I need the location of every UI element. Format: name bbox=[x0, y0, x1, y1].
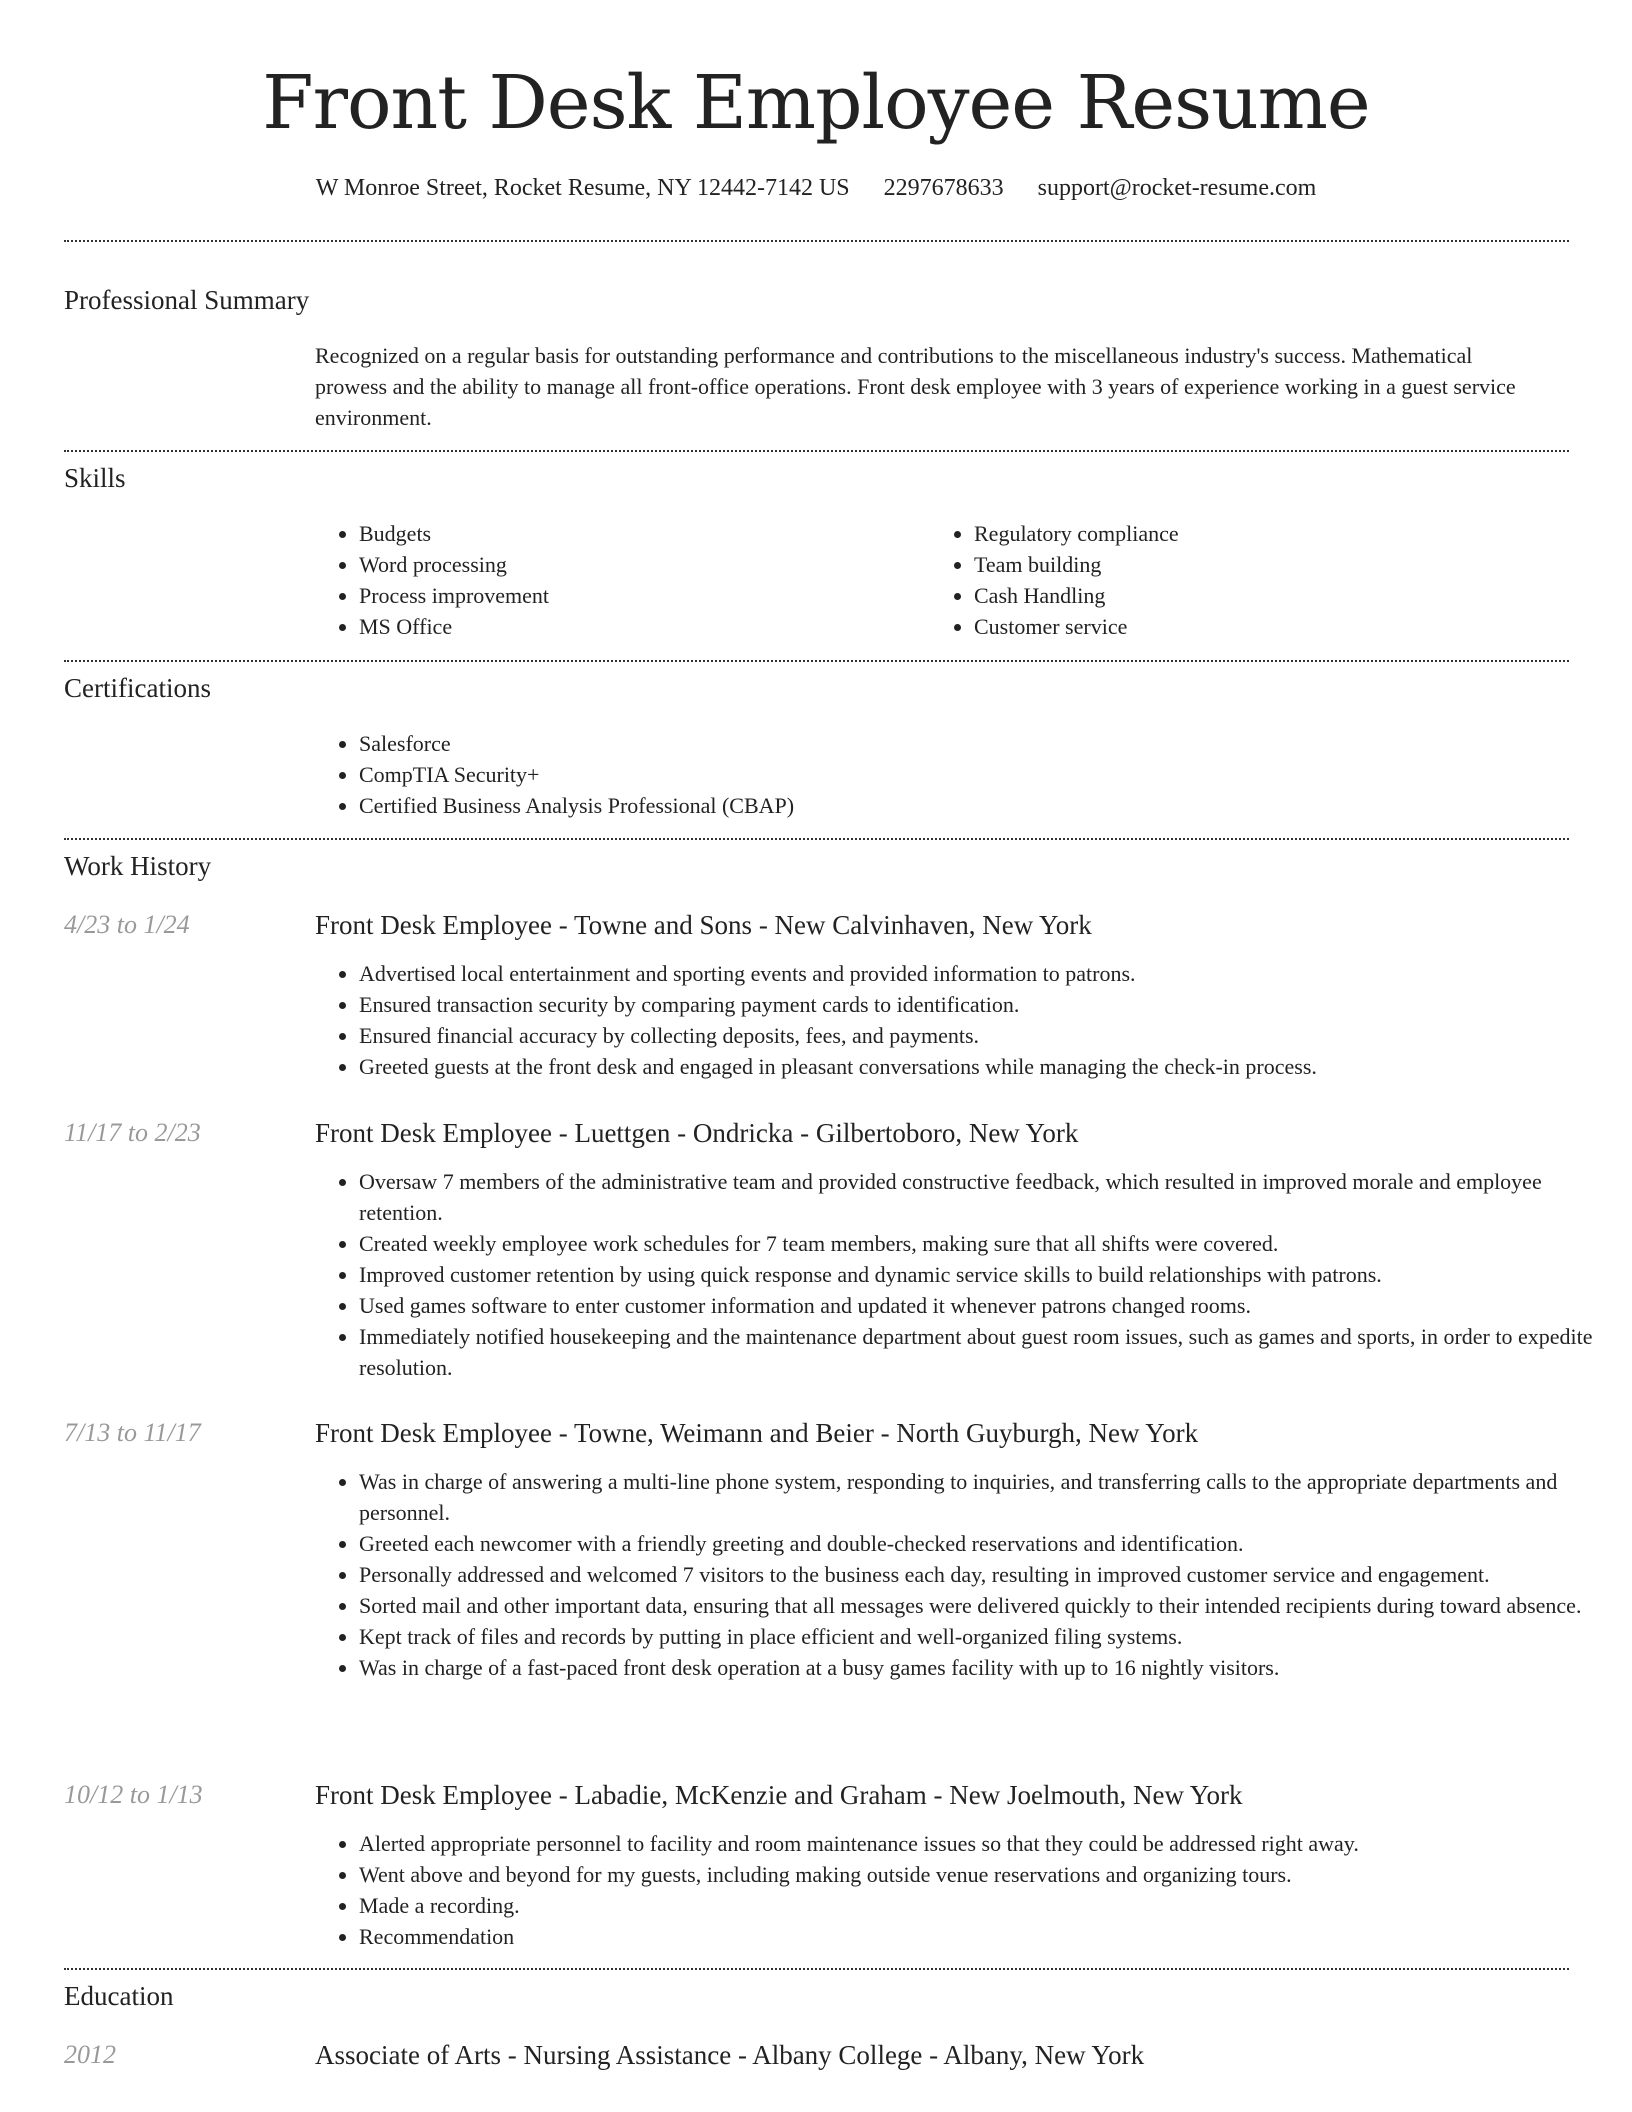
job-dates: 11/17 to 2/23 bbox=[64, 1118, 201, 1147]
certifications-list bbox=[315, 728, 1559, 821]
divider bbox=[64, 240, 1569, 242]
job-bullet: • Ensured financial accuracy by collecting deposits, fees, and payments. bbox=[359, 1020, 1599, 1051]
job-bullet: • Greeted each newcomer with a friendly greeting and double-checked reservations and identification. bbox=[359, 1528, 1599, 1559]
job-bullet: • Kept track of files and records by putting in place efficient and well-organized filing systems. bbox=[359, 1621, 1599, 1652]
certification-item: • Salesforce bbox=[359, 728, 1559, 759]
contact-line bbox=[0, 170, 1632, 206]
job-dates: 7/13 to 11/17 bbox=[64, 1418, 201, 1447]
skill-item: • Customer service bbox=[974, 611, 1534, 642]
section-heading-education: Education bbox=[64, 1981, 174, 2011]
skills-list-right bbox=[930, 518, 1534, 642]
job-bullets bbox=[315, 1828, 1599, 1952]
job-bullet: • Greeted guests at the front desk and engaged in pleasant conversations while managing the check-in process. bbox=[359, 1051, 1599, 1082]
job-bullet: • Sorted mail and other important data, ensuring that all messages were delivered quickly to their intended recipients during toward absence. bbox=[359, 1590, 1599, 1621]
page-title: Front Desk Employee Resume bbox=[262, 60, 1370, 146]
job-bullet: • Made a recording. bbox=[359, 1890, 1599, 1921]
skills-list-left bbox=[315, 518, 919, 642]
section-heading-skills: Skills bbox=[64, 463, 126, 493]
contact-address: W Monroe Street, Rocket Resume, NY 12442-7142 US bbox=[315, 175, 850, 201]
divider bbox=[64, 660, 1569, 662]
job-dates: 10/12 to 1/13 bbox=[64, 1780, 203, 1809]
job-bullets bbox=[315, 1166, 1599, 1383]
job-bullet: • Alerted appropriate personnel to facility and room maintenance issues so that they could be addressed right away. bbox=[359, 1828, 1599, 1859]
job-title: Front Desk Employee - Luettgen - Ondricka - Gilbertoboro, New York bbox=[315, 1118, 1079, 1148]
job-title: Front Desk Employee - Labadie, McKenzie and Graham - New Joelmouth, New York bbox=[315, 1780, 1243, 1810]
section-heading-certifications: Certifications bbox=[64, 673, 211, 703]
job-dates: 4/23 to 1/24 bbox=[64, 910, 190, 939]
job-bullets bbox=[315, 958, 1599, 1082]
skill-item: • Word processing bbox=[359, 549, 919, 580]
skill-item: • Cash Handling bbox=[974, 580, 1534, 611]
job-bullet: • Improved customer retention by using quick response and dynamic service skills to build relationships with patrons. bbox=[359, 1259, 1599, 1290]
education-dates: 2012 bbox=[64, 2040, 116, 2069]
skill-item: • Budgets bbox=[359, 518, 919, 549]
job-title: Front Desk Employee - Towne, Weimann and Beier - North Guyburgh, New York bbox=[315, 1418, 1199, 1448]
section-heading-work-history: Work History bbox=[64, 851, 212, 881]
divider bbox=[64, 838, 1569, 840]
skill-item: • Regulatory compliance bbox=[974, 518, 1534, 549]
job-bullets bbox=[315, 1466, 1599, 1683]
education-title: Associate of Arts - Nursing Assistance - Albany College - Albany, New York bbox=[315, 2040, 1145, 2070]
skill-item: • MS Office bbox=[359, 611, 919, 642]
job-bullet: • Was in charge of answering a multi-line phone system, responding to inquiries, and transferring calls to the appropriate departments and personnel. bbox=[359, 1466, 1599, 1528]
job-bullet: • Created weekly employee work schedules for 7 team members, making sure that all shifts were covered. bbox=[359, 1228, 1599, 1259]
job-bullet: • Personally addressed and welcomed 7 visitors to the business each day, resulting in improved customer service and engagement. bbox=[359, 1559, 1599, 1590]
job-bullet: • Was in charge of a fast-paced front desk operation at a busy games facility with up to 16 nightly visitors. bbox=[359, 1652, 1599, 1683]
job-bullet: • Went above and beyond for my guests, including making outside venue reservations and organizing tours. bbox=[359, 1859, 1599, 1890]
summary-text: Recognized on a regular basis for outstanding performance and contributions to the miscellaneous industry's success. Mathematical prowess and the ability to manage all front-office operations. Front desk employee with 3 years of experience working in a guest service environment. bbox=[315, 343, 1516, 430]
contact-email: support@rocket-resume.com bbox=[1037, 175, 1317, 201]
job-bullet: • Used games software to enter customer information and updated it whenever patrons changed rooms. bbox=[359, 1290, 1599, 1321]
job-bullet: • Recommendation bbox=[359, 1921, 1599, 1952]
skill-item: • Process improvement bbox=[359, 580, 919, 611]
job-bullet: • Immediately notified housekeeping and the maintenance department about guest room issues, such as games and sports, in order to expedite resolution. bbox=[359, 1321, 1599, 1383]
job-title: Front Desk Employee - Towne and Sons - New Calvinhaven, New York bbox=[315, 910, 1092, 940]
certification-item: • Certified Business Analysis Professional (CBAP) bbox=[359, 790, 1559, 821]
section-heading-summary: Professional Summary bbox=[64, 285, 310, 315]
skill-item: • Team building bbox=[974, 549, 1534, 580]
job-bullet: • Oversaw 7 members of the administrative team and provided constructive feedback, which resulted in improved morale and employee retention. bbox=[359, 1166, 1599, 1228]
certification-item: • CompTIA Security+ bbox=[359, 759, 1559, 790]
divider bbox=[64, 1968, 1569, 1970]
divider bbox=[64, 450, 1569, 452]
job-bullet: • Ensured transaction security by comparing payment cards to identification. bbox=[359, 989, 1599, 1020]
contact-phone: 2297678633 bbox=[883, 175, 1004, 201]
job-bullet: • Advertised local entertainment and sporting events and provided information to patrons. bbox=[359, 958, 1599, 989]
